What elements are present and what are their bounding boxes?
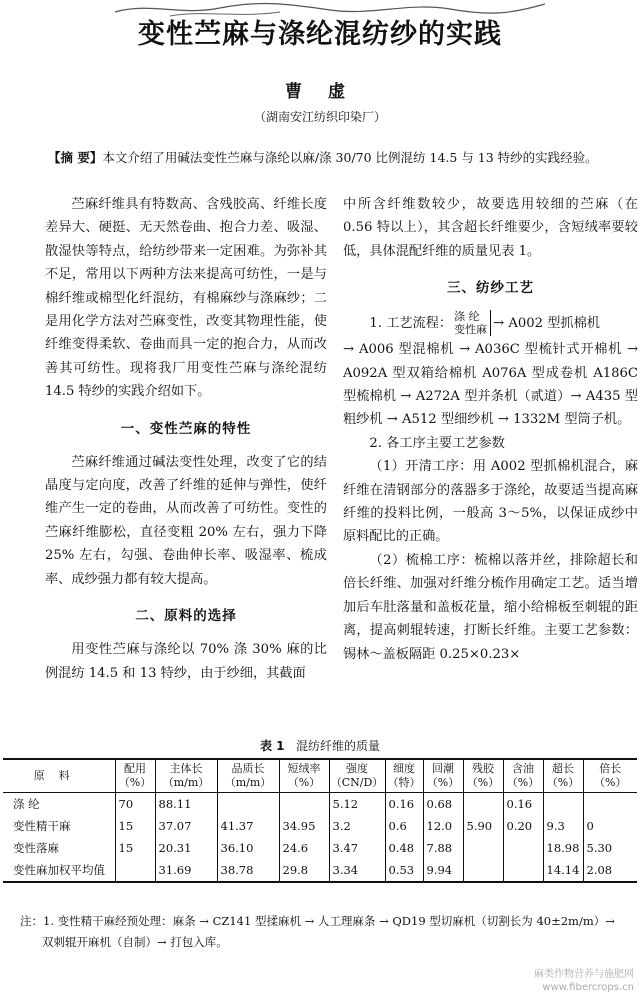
brace-top: 涤 纶: [454, 310, 480, 324]
abstract-text: 本文介绍了用碱法变性苎麻与涤纶以麻/涤 30/70 比例混纺 14.5 与 13 特纱的实践经验。: [102, 150, 598, 165]
table-cell: [503, 859, 543, 882]
table-row: [3, 859, 637, 882]
header-oil-content: 含油 （%）: [503, 759, 543, 793]
flow-first-machine: → A002 型抓棉机: [493, 315, 600, 331]
note-line-2: 双刺辊开麻机（自制）→ 打包入库。: [42, 935, 228, 949]
table-cell: 29.8: [279, 859, 329, 882]
table-cell: 7.88: [423, 837, 463, 859]
table-cell: 涤 纶: [13, 797, 40, 811]
header-over-length: 超长 （%）: [543, 759, 583, 793]
left-column: [45, 193, 327, 685]
header-double-length: 倍长 （%）: [583, 759, 637, 793]
author-affiliation: （湖南安江纺织印染厂）: [253, 110, 386, 124]
table-cell: 3.2: [329, 815, 385, 837]
table-cell: 70: [115, 793, 155, 816]
table-cell: 变性落麻: [13, 841, 59, 855]
table-cell: 0: [583, 815, 637, 837]
table-cell: 20.31: [155, 837, 217, 859]
table-cell: 0.16: [385, 793, 423, 816]
header-main-length: 主体长 （m/m）: [155, 759, 217, 793]
table-cell: [463, 859, 503, 882]
table-cell: 3.47: [329, 837, 385, 859]
header-quality-length: 品质长 （m/m）: [217, 759, 279, 793]
table-cell: 0.16: [503, 793, 543, 816]
table-cell: [543, 793, 583, 816]
table-cell: 41.37: [217, 815, 279, 837]
table-cell: 3.34: [329, 859, 385, 882]
item2-heading: 2. 各工序主要工艺参数: [369, 435, 505, 451]
table-cell: 14.14: [543, 859, 583, 882]
right-column: [343, 193, 638, 666]
brace-bottom: 变性麻: [454, 323, 488, 337]
abstract: [48, 148, 638, 166]
header-moisture: 回潮 （%）: [423, 759, 463, 793]
intro-paragraph: 苎麻纤维具有特数高、含残胶高、纤维长度差异大、硬挺、无天然卷曲、抱合力差、吸湿、散湿快等特点，给纺纱带来一定困难。为弥补其不足，常用以下两种方法来提高可纺性，一是与棉纤维或棉型化纤混纺，有棉麻纱与涤麻纱；二是用化学方法对苎麻变性，改变其物理性能，使纤维变得柔软、卷曲而具一定的抱合力，从而改善其可纺性。现将我厂用变性苎麻与涤纶混纺 14.5 特纱的实践介绍如下。: [45, 197, 327, 400]
table-title: 混纺纤维的质量: [295, 739, 380, 753]
header-residual-gum: 残胶 （%）: [463, 759, 503, 793]
watermark-line-2: www.fibercrops.cn: [542, 982, 634, 993]
table-cell: 0.68: [423, 793, 463, 816]
table-cell: 变性麻加权平均值: [13, 863, 105, 877]
author-name: 曹 虚: [285, 82, 355, 102]
section2-paragraph: 用变性苎麻与涤纶以 70% 涤 30% 麻的比例混纺 14.5 和 13 特纱，由于纱细，其截面: [45, 642, 327, 681]
table-note: [20, 911, 630, 953]
table-cell: [115, 859, 155, 882]
handwritten-scribble: [110, 0, 550, 20]
table-row: [3, 793, 637, 816]
table-cell: 88.11: [155, 793, 217, 816]
section3-heading: 三、纺纱工艺: [447, 280, 534, 297]
fiber-quality-table: [3, 758, 637, 883]
table-cell: 0.20: [503, 815, 543, 837]
paper-title: 变性苎麻与涤纶混纺纱的实践: [138, 19, 502, 50]
table-cell: 5.90: [463, 815, 503, 837]
table-cell: 0.6: [385, 815, 423, 837]
table-cell: 0.48: [385, 837, 423, 859]
table-caption: [0, 737, 640, 754]
table-cell: 9.94: [423, 859, 463, 882]
table-cell: 24.6: [279, 837, 329, 859]
table-cell: 38.78: [217, 859, 279, 882]
header-strength: 强度 （CN/D）: [329, 759, 385, 793]
table-cell: 15: [115, 837, 155, 859]
section2-heading: 二、原料的选择: [135, 608, 237, 625]
table-cell: [463, 837, 503, 859]
table-cell: 变性精干麻: [13, 819, 71, 833]
process-flow-rest: → A006 型混棉机 → A036C 型梳针式开棉机 → A092A 型双箱给棉机 A076A 型成卷机 A186C 型梳棉机 → A272A 型并条机（贰道）→ A435 型粗纱机 → A512 型细纱机 → 1332M 型筒子机。: [343, 342, 638, 428]
item2-1-paragraph: （1）开清工序：用 A002 型抓棉机混合，麻纤维在清钢部分的落器多于涤纶，故要适当提高麻纤维的投料比例，一般高 3～5%，以保证成纱中原料配比的正确。: [343, 459, 638, 545]
header-fineness: 细度 （特）: [385, 759, 423, 793]
item2-2-paragraph: （2）梳棉工序：梳棉以落并丝，排除超长和倍长纤维、加强对纤维分梳作用确定工艺。适当增加后车肚落量和盖板花量，缩小给棉板至刺辊的距离，提高刺辊转速，打断长纤维。主要工艺参数：锡林～盖板隔距 0.25×0.23×: [343, 552, 638, 662]
process-flow-start: [343, 310, 638, 336]
table-cell: 12.0: [423, 815, 463, 837]
table-cell: 37.07: [155, 815, 217, 837]
continued-paragraph: 中所含纤维数较少，故要选用较细的苎麻（在 0.56 特以上），其含超长纤维要少，含短绒率要较低，具体混配纤维的质量见表 1。: [343, 197, 638, 259]
table-cell: [279, 793, 329, 816]
table-header-row: [3, 759, 637, 793]
abstract-label: 【摘 要】: [48, 150, 103, 165]
header-short-fiber: 短绒率 （%）: [279, 759, 329, 793]
table-cell: [503, 837, 543, 859]
section1-paragraph: 苎麻纤维通过碱法变性处理，改变了它的结晶度与定向度，改善了纤维的延伸与弹性，使纤维产生一定的卷曲，从而改善了可纺性。变性的苎麻纤维膨松，直径变粗 20% 左右，强力下降 25% 左右，勾强、卷曲伸长率、吸湿率、梳成率、成纱强力都有较大提高。: [45, 454, 327, 587]
raw-material-brace: [454, 310, 491, 336]
table-row: [3, 815, 637, 837]
table-number: 表 1: [260, 739, 285, 753]
table-cell: [583, 793, 637, 816]
table-cell: 9.3: [543, 815, 583, 837]
table-cell: 2.08: [583, 859, 637, 882]
section1-heading: 一、变性苎麻的特性: [120, 420, 252, 437]
table-cell: 31.69: [155, 859, 217, 882]
header-ratio: 配用 （%）: [115, 759, 155, 793]
table-cell: 18.98: [543, 837, 583, 859]
table-cell: 5.12: [329, 793, 385, 816]
header-material: 原料: [33, 769, 84, 782]
table-cell: 0.53: [385, 859, 423, 882]
table-cell: 34.95: [279, 815, 329, 837]
table-cell: [463, 793, 503, 816]
table-cell: 5.30: [583, 837, 637, 859]
table-cell: 36.10: [217, 837, 279, 859]
table-cell: 15: [115, 815, 155, 837]
watermark-line-1: 麻类作物营养与施肥网: [534, 969, 634, 980]
flow-label: 1. 工艺流程：: [369, 315, 453, 331]
site-watermark: [534, 968, 634, 994]
table-cell: [217, 793, 279, 816]
table-row: [3, 837, 637, 859]
note-line-1: 注：1. 变性精干麻经预处理：麻条 → CZ141 型揉麻机 → 人工理麻条 → QD19 型切麻机（切割长为 40±2m/m）→: [20, 914, 615, 928]
